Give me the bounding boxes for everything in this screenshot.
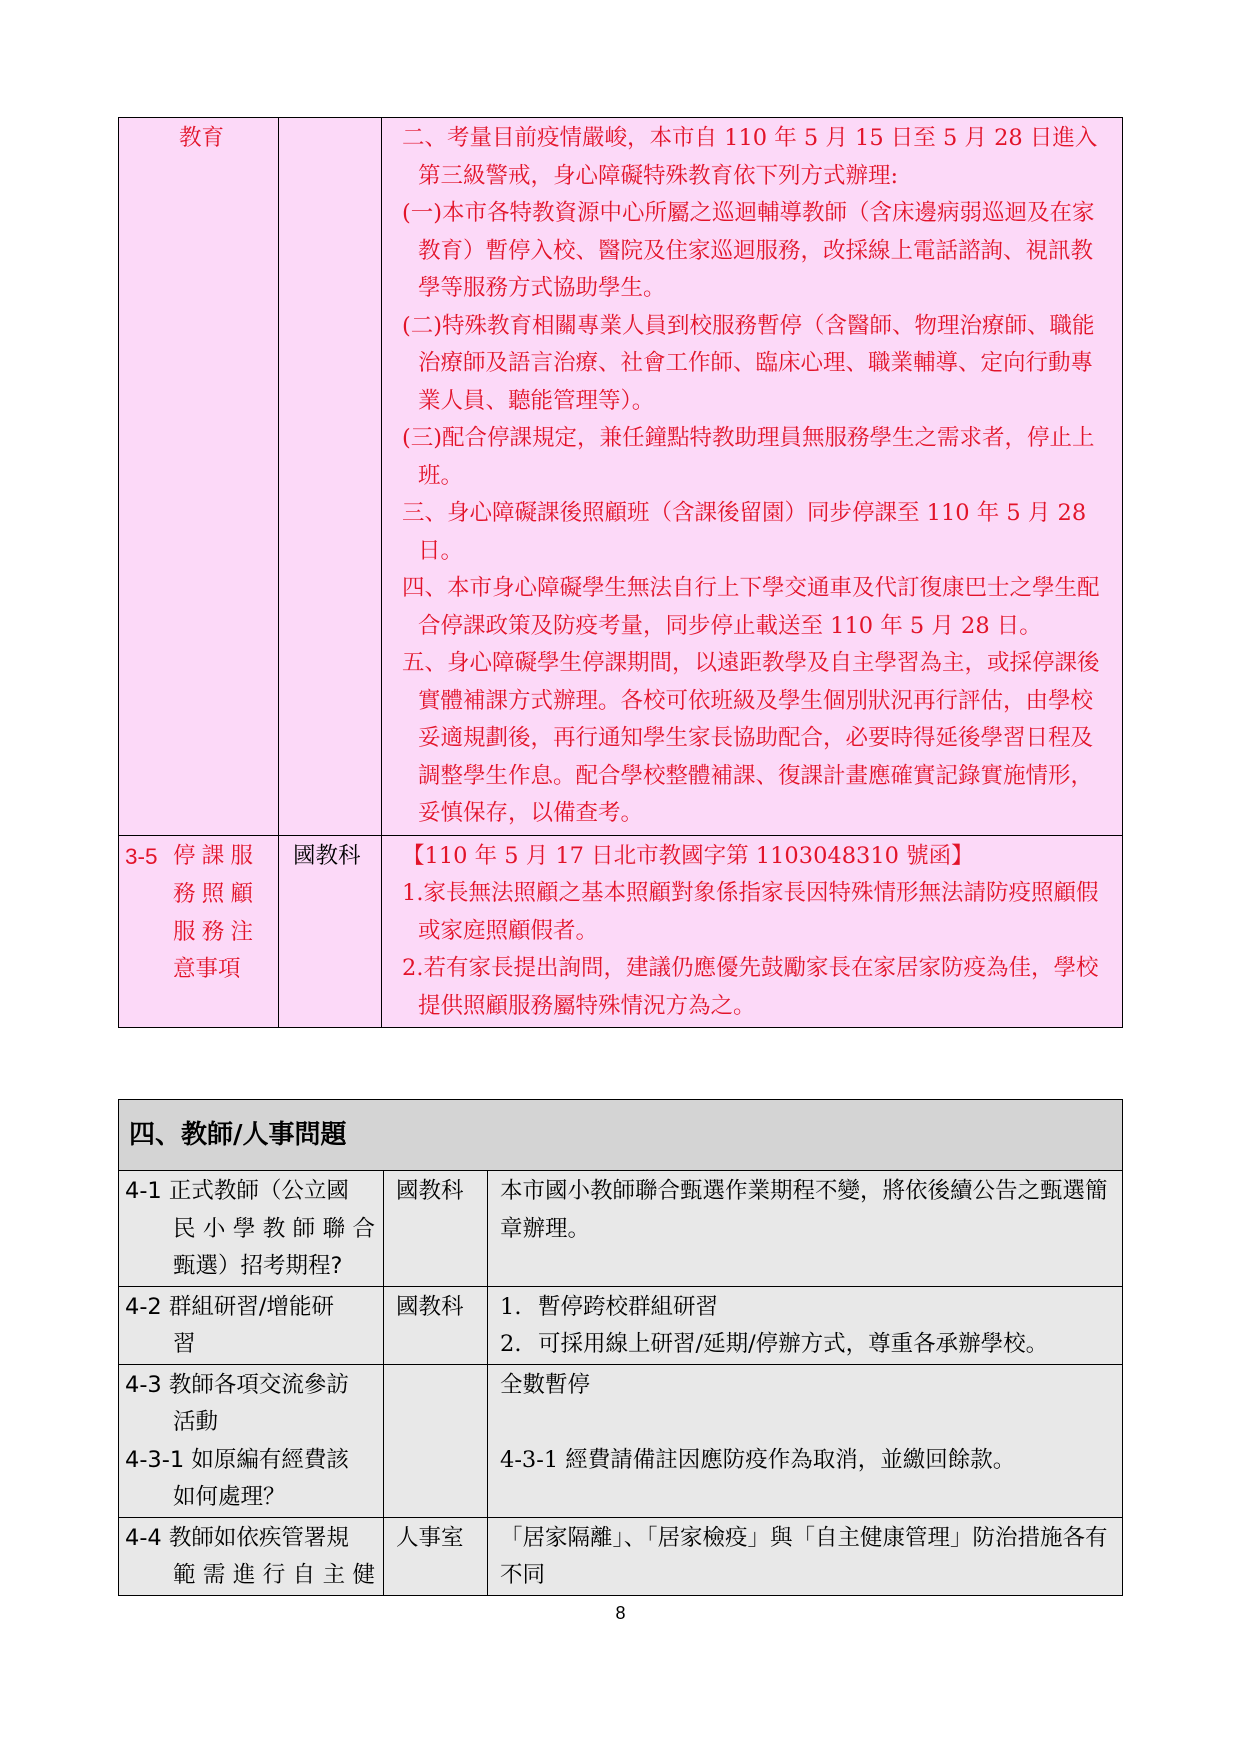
table-row — [119, 1171, 1123, 1287]
topic-line: 務照顧 — [173, 881, 253, 907]
list-number: 1. — [500, 1293, 522, 1320]
content-paragraph: 2.若有家長提出詢問，建議仍應優先鼓勵家長在家居家防疫為佳，學校提供照顧服務屬特殊情況方為之。 — [402, 955, 1099, 1019]
topic-line: 如何處理？ — [173, 1484, 286, 1510]
unit-label: 國教科 — [396, 1178, 464, 1204]
topic-cell — [119, 1286, 384, 1364]
topic-line: 4-3 教師各項交流參訪 — [125, 1371, 349, 1398]
content-cell — [382, 835, 1123, 1028]
unit-cell — [279, 118, 382, 836]
content-paragraph: (二)特殊教育相關專業人員到校服務暫停（含醫師、物理治療師、職能治療師及語言治療、社會工作師、臨床心理、職業輔導、定向行動專業人員、聽能管理等）。 — [402, 312, 1095, 414]
unit-label: 國教科 — [396, 1293, 464, 1320]
topic-cell — [119, 1364, 384, 1517]
topic-cell — [119, 1517, 384, 1595]
topic-line: 民小學教師聯合 — [173, 1215, 375, 1242]
list-number: 2. — [500, 1331, 522, 1357]
content-cell — [488, 1517, 1123, 1595]
topic-line: 4-1 正式教師（公立國 — [125, 1178, 349, 1204]
content-paragraph: 全數暫停 — [500, 1371, 591, 1398]
content-paragraph: 二、考量目前疫情嚴峻，本市自 110 年 5 月 15 日至 5 月 28 日進入第三級警戒，身心障礙特殊教育依下列方式辦理: — [402, 125, 1098, 189]
topic-line: 甄選）招考期程? — [173, 1253, 343, 1279]
topic-line: 停課服 — [173, 842, 253, 869]
page-number: 8 — [615, 1603, 626, 1623]
content-cell — [488, 1286, 1123, 1364]
unit-cell — [384, 1517, 488, 1595]
content-paragraph: (一)本市各特教資源中心所屬之巡迴輔導教師（含床邊病弱巡迴及在家教育）暫停入校、醫院及住家巡迴服務，改採線上電話諮詢、視訊教學等服務方式協助學生。 — [402, 200, 1095, 301]
special-education-table — [118, 117, 1123, 1028]
content-paragraph: 五、身心障礙學生停課期間，以遠距教學及自主學習為主，或採停課後實體補課方式辦理。各校可依班級及學生個別狀況再行評估，由學校妥適規劃後，再行通知學生家長協助配合，必要時得延後學習日程及調整學生作息。配合學校整體補課、復課計畫應確實記錄實施情形，妥慎保存，以備查考。 — [402, 650, 1100, 826]
topic-line: 意事項 — [173, 956, 241, 982]
table-row — [119, 1364, 1123, 1517]
topic-line: 習 — [173, 1331, 196, 1357]
topic-cell — [119, 118, 279, 836]
unit-label: 國教科 — [293, 842, 361, 869]
section-title: 四、教師/人事問題 — [119, 1100, 1123, 1171]
topic-line: 服務注 — [173, 918, 253, 945]
topic-label: 教育 — [179, 125, 225, 151]
list-text: 暫停跨校群組研習 — [538, 1293, 719, 1320]
topic-cell — [119, 1171, 384, 1287]
table-row — [119, 1286, 1123, 1364]
unit-label: 人事室 — [396, 1524, 464, 1551]
list-item — [500, 1289, 1108, 1327]
content-paragraph: 本市國小教師聯合甄選作業期程不變，將依後續公告之甄選簡章辦理。 — [500, 1178, 1108, 1242]
topic-cell — [119, 835, 279, 1028]
list-item — [500, 1326, 1108, 1364]
unit-cell — [384, 1286, 488, 1364]
content-cell — [488, 1171, 1123, 1287]
content-paragraph: 四、本市身心障礙學生無法自行上下學交通車及代訂復康巴士之學生配合停課政策及防疫考量，同步停止載送至 110 年 5 月 28 日。 — [402, 575, 1100, 639]
table-row — [119, 835, 1123, 1028]
topic-line: 4-2 群組研習/增能研 — [125, 1293, 334, 1320]
content-paragraph: 1.家長無法照顧之基本照顧對象係指家長因特殊情形無法請防疫照顧假或家庭照顧假者。 — [402, 880, 1099, 944]
teacher-personnel-table — [118, 1099, 1123, 1596]
list-text: 可採用線上研習/延期/停辦方式，尊重各承辦學校。 — [538, 1331, 1049, 1357]
topic-line: 4-3-1 如原編有經費該 — [125, 1446, 349, 1473]
unit-cell — [384, 1171, 488, 1287]
content-cell — [382, 118, 1123, 836]
table-row — [119, 1517, 1123, 1595]
content-paragraph: 「居家隔離」、「居家檢疫」與「自主健康管理」防治措施各有不同 — [500, 1524, 1108, 1588]
section-header-row — [119, 1100, 1123, 1171]
unit-cell — [279, 835, 382, 1028]
table-row — [119, 118, 1123, 836]
content-paragraph: 4-3-1 經費請備註因應防疫作為取消，並繳回餘款。 — [500, 1446, 1016, 1473]
topic-line: 4-4 教師如依疾管署規 — [125, 1524, 349, 1551]
content-cell — [488, 1364, 1123, 1517]
content-paragraph: 三、身心障礙課後照顧班（含課後留園）同步停課至 110 年 5 月 28 日。 — [402, 500, 1087, 564]
topic-line: 活動 — [173, 1409, 219, 1435]
topic-line: 範需進行自主健 — [173, 1562, 375, 1588]
content-paragraph: (三)配合停課規定，兼任鐘點特教助理員無服務學生之需求者，停止上班。 — [402, 425, 1095, 489]
unit-cell — [384, 1364, 488, 1517]
topic-number: 3-5 — [125, 843, 158, 869]
content-paragraph: 【110 年 5 月 17 日北市教國字第 1103048310 號函】 — [402, 842, 974, 869]
